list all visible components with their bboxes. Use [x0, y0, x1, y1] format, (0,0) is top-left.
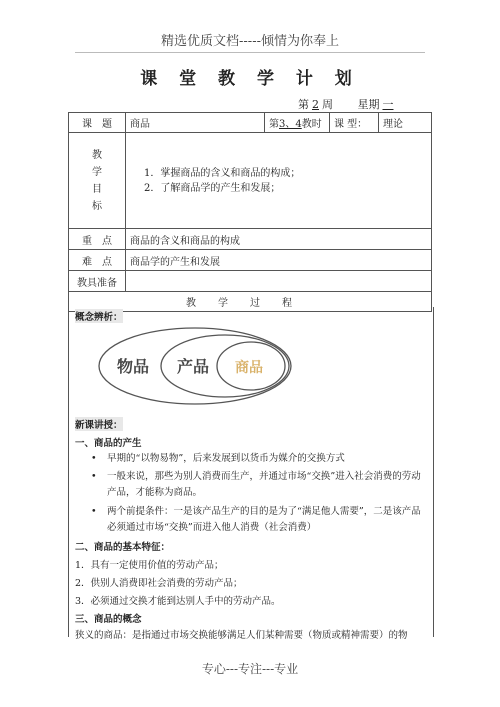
period-value: 3、4	[279, 119, 302, 130]
period-prefix: 第	[269, 119, 279, 130]
narrow-definition: 狭义的商品：是指通过市场交换能够满足人们某种需要（物质或精神需要）的物	[75, 630, 408, 641]
type-label: 课 型：	[330, 113, 379, 133]
bullet-dot-icon: •	[91, 506, 97, 517]
week-suffix: 周	[322, 98, 333, 111]
goal-label-char: 学	[92, 166, 102, 178]
lesson-content	[68, 307, 434, 641]
page-footer: 专心---专注---专业	[201, 662, 299, 676]
goal-item: 2．了解商品学的产生和发展；	[144, 182, 281, 194]
middle-label: 产品	[177, 357, 210, 376]
section-3-title: 三、商品的概念	[75, 614, 142, 625]
bullet-text: 一般来说，那些为别人消费而生产，并通过市场“交换”进入社会消费的劳动产品，才能称为商品。	[107, 471, 421, 498]
document-title: 课 堂 教 学 计 划	[140, 69, 360, 89]
weekday-value: 一	[382, 98, 394, 111]
bullet-dot-icon: •	[91, 453, 97, 464]
goal-label	[69, 133, 126, 229]
key-label: 重 点	[69, 229, 126, 250]
concept-diagram	[95, 324, 295, 414]
outer-label: 物品	[117, 357, 150, 376]
key-value: 商品的含义和商品的构成	[126, 229, 432, 250]
header-divider	[75, 52, 425, 53]
difficulty-value: 商品学的产生和发展	[126, 250, 432, 271]
lecture-heading: 新课讲授：	[75, 417, 123, 431]
bullet-item	[91, 504, 421, 536]
goal-label-char: 标	[92, 200, 102, 212]
week-prefix: 第	[298, 98, 309, 111]
feature-item: 2．供别人消费即社会消费的劳动产品；	[75, 578, 243, 589]
bullet-dot-icon: •	[91, 471, 97, 482]
goal-label-char: 目	[92, 183, 102, 195]
page-header: 精选优质文档-----倾情为你奉上	[161, 34, 339, 49]
bullet-text: 早期的“以物易物”，后来发展到以货币为媒介的交换方式	[107, 453, 345, 464]
period-suffix: 教时	[301, 119, 322, 130]
lesson-plan-table	[68, 112, 432, 312]
section-2-title: 二、商品的基本特征：	[75, 542, 171, 553]
goal-label-char: 教	[92, 149, 102, 161]
week-number: 2	[312, 98, 319, 111]
difficulty-label: 难 点	[69, 250, 126, 271]
bullet-item	[91, 451, 421, 467]
weekday-prefix: 星期	[357, 98, 380, 111]
feature-item: 3．必须通过交换才能到达别人手中的劳动产品。	[75, 596, 281, 607]
concept-heading: 概念辨析：	[75, 309, 123, 323]
prep-value	[126, 271, 432, 292]
goal-item: 1．掌握商品的含义和商品的构成；	[144, 167, 301, 179]
bullet-item	[91, 469, 421, 501]
section-1-title: 一、商品的产生	[75, 438, 142, 449]
goals-cell	[126, 133, 432, 229]
topic-label: 课 题	[69, 113, 126, 133]
prep-label: 教具准备	[69, 271, 126, 292]
bullet-text: 两个前提条件：一是该产品生产的目的是为了“满足他人需要”，二是该产品必须通过市场“交换”而进入他人消费（社会消费）	[107, 506, 421, 533]
period-cell	[265, 113, 330, 133]
feature-item: 1．具有一定使用价值的劳动产品；	[75, 560, 224, 571]
inner-label: 商品	[235, 360, 263, 376]
topic-value: 商品	[126, 113, 265, 133]
type-value: 理论	[379, 113, 432, 133]
process-label: 教学过程	[69, 292, 432, 312]
week-line	[298, 96, 396, 112]
